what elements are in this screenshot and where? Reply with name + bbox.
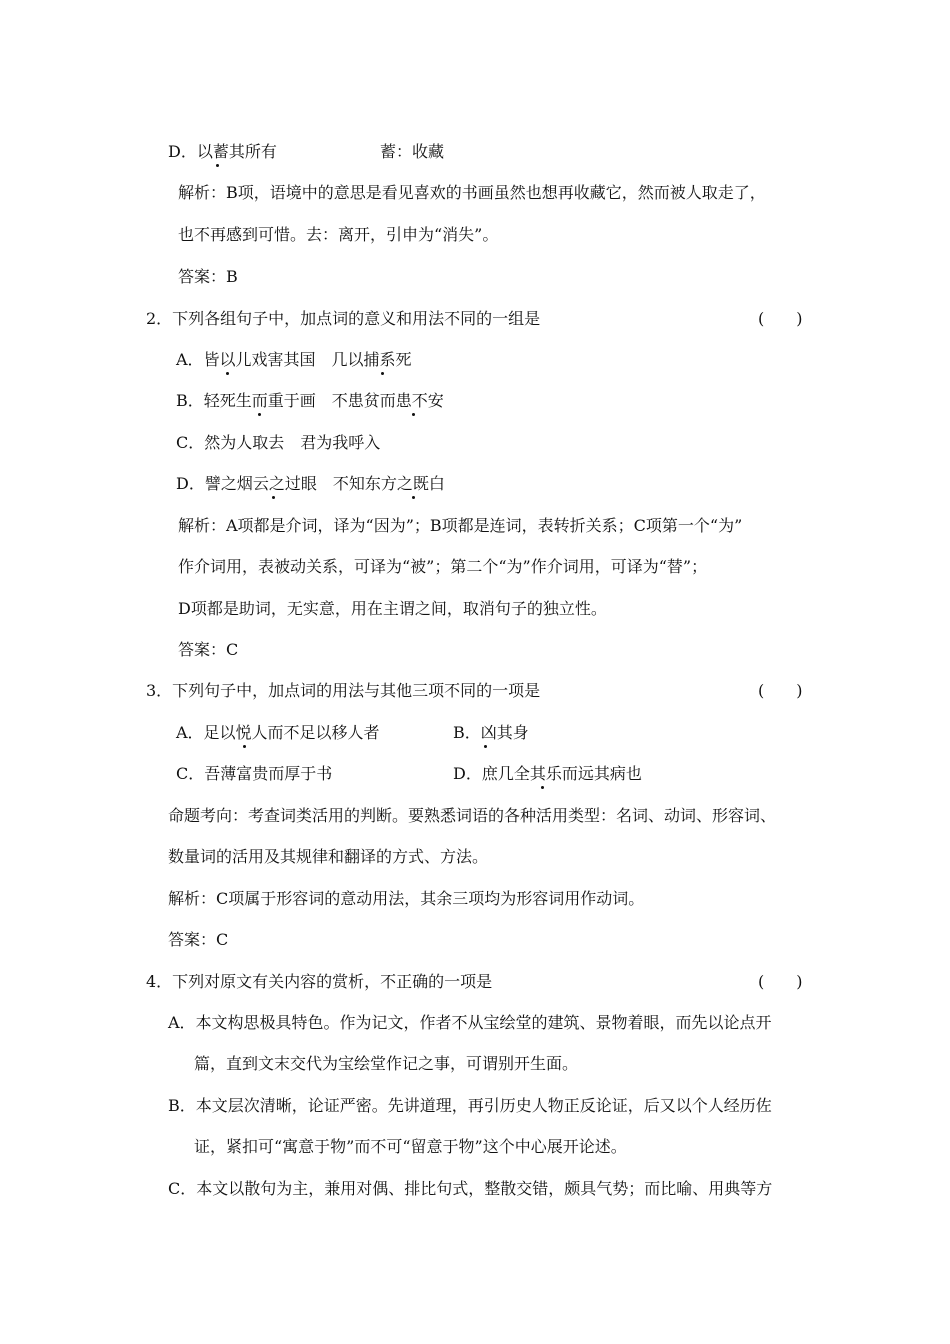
q2-answer-paren: ( ) [758,309,803,328]
q3-option-a: A．足以悦人而不足以移人者 [176,723,380,742]
q2-option-d: D．譬之烟云之过眼 不知东方之既白 [176,474,445,493]
emphasis-dot [258,413,261,416]
emphasis-dot [412,413,415,416]
q2-option-a: A．皆以儿戏害其国 几以捕系死 [176,350,412,369]
q2-stem: 2．下列各组句子中，加点词的意义和用法不同的一组是 [146,309,541,328]
q4-option-a-line-1: A．本文构思极具特色。作为记文，作者不从宝绘堂的建筑、景物着眼，而先以论点开 [168,1013,772,1032]
q2-option-c: C．然为人取去 君为我呼入 [176,433,381,452]
q2-analysis-line-1: 解析：A项都是介词，译为“因为”；B项都是连词，表转折关系；C项第一个“为” [178,516,743,535]
q3-answer: 答案：C [168,930,229,949]
q2-option-b: B．轻死生而重于画 不患贫而患不安 [176,391,444,410]
q4-stem: 4．下列对原文有关内容的赏析，不正确的一项是 [146,972,493,991]
q3-option-c: C．吾薄富贵而厚于书 [176,764,333,783]
emphasis-dot [541,786,544,789]
q2-analysis-line-2: 作介词用，表被动关系，可译为“被”；第二个“为”作介词用，可译为“替”； [178,557,708,576]
q1-analysis-line-1: 解析：B项，语境中的意思是看见喜欢的书画虽然也想再收藏它，然而被人取走了， [178,183,766,202]
q4-option-b-line-1: B．本文层次清晰，论证严密。先讲道理，再引历史人物正反论证，后又以个人经历佐 [168,1096,772,1115]
q1-option-d-gloss: 蓄：收藏 [380,142,445,161]
emphasis-dot [216,164,219,167]
emphasis-dot [381,372,384,375]
q1-analysis-line-2: 也不再感到可惜。去：离开，引申为“消失”。 [178,225,499,244]
q3-option-d: D．庶几全其乐而远其病也 [453,764,642,783]
q3-option-b: B．凶其身 [453,723,529,742]
q3-analysis: 解析：C项属于形容词的意动用法，其余三项均为形容词用作动词。 [168,889,645,908]
q2-analysis-line-3: D项都是助词，无实意，用在主谓之间，取消句子的独立性。 [178,599,607,618]
q1-answer: 答案：B [178,267,238,286]
emphasis-dot [484,745,487,748]
q4-option-b-line-2: 证，紧扣可“寓意于物”而不可“留意于物”这个中心展开论述。 [194,1137,627,1156]
q3-intent-line-2: 数量词的活用及其规律和翻译的方式、方法。 [168,847,489,866]
q4-answer-paren: ( ) [758,972,803,991]
q3-answer-paren: ( ) [758,681,803,700]
q4-option-a-line-2: 篇，直到文末交代为宝绘堂作记之事，可谓别开生面。 [194,1054,579,1073]
q4-option-c-line-1: C．本文以散句为主，兼用对偶、排比句式，整散交错，颇具气势；而比喻、用典等方 [168,1179,773,1198]
emphasis-dot [412,496,415,499]
emphasis-dot [226,372,229,375]
q2-answer: 答案：C [178,640,239,659]
q3-stem: 3．下列句子中，加点词的用法与其他三项不同的一项是 [146,681,541,700]
emphasis-dot [243,745,246,748]
q1-option-d: D．以蓄其所有 [168,142,277,161]
q3-intent-line-1: 命题考向：考查词类活用的判断。要熟悉词语的各种活用类型：名词、动词、形容词、 [168,806,777,825]
emphasis-dot [272,496,275,499]
